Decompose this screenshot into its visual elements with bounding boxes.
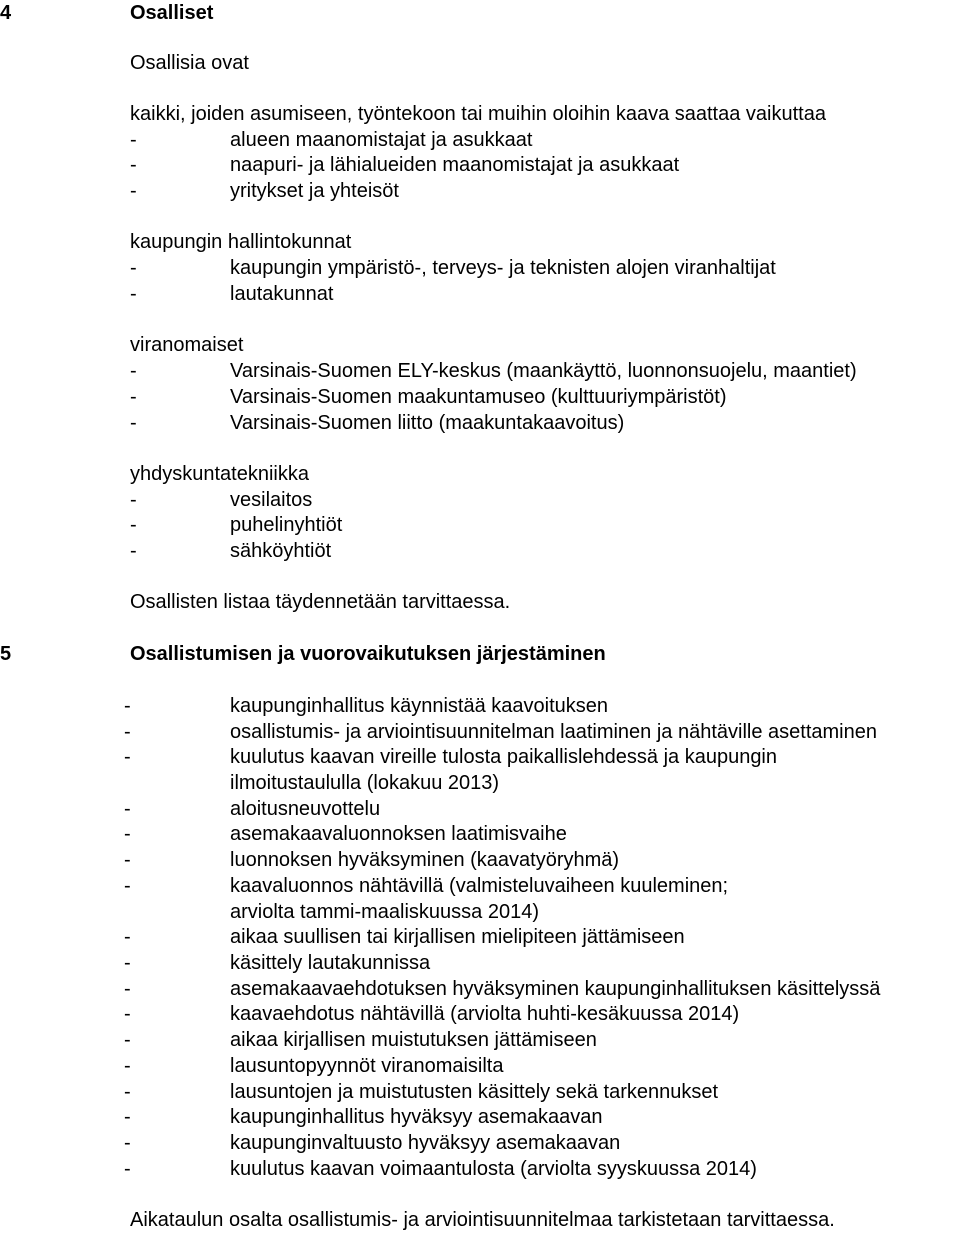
list-bullet: - bbox=[130, 386, 137, 408]
list-bullet: - bbox=[124, 721, 131, 743]
list-bullet: - bbox=[130, 257, 137, 279]
list-bullet: - bbox=[124, 1106, 131, 1128]
list-bullet: - bbox=[124, 695, 131, 717]
list-item: käsittely lautakunnissa bbox=[230, 952, 431, 974]
list-bullet: - bbox=[124, 1029, 131, 1051]
list-item: lausuntopyynnöt viranomaisilta bbox=[230, 1055, 504, 1077]
list-item-continuation: arviolta tammi-maaliskuussa 2014) bbox=[230, 901, 540, 923]
list-bullet: - bbox=[130, 489, 137, 511]
list-item: lausuntojen ja muistutusten käsittely sekä tarkennukset bbox=[230, 1081, 719, 1103]
list-item: naapuri- ja lähialueiden maanomistajat ja asukkaat bbox=[230, 154, 680, 176]
list-bullet: - bbox=[130, 412, 137, 434]
list-bullet: - bbox=[124, 746, 131, 768]
list-item: kuulutus kaavan voimaantulosta (arviolta syyskuussa 2014) bbox=[230, 1158, 757, 1180]
list-bullet: - bbox=[124, 1158, 131, 1180]
list-item: luonnoksen hyväksyminen (kaavatyöryhmä) bbox=[230, 849, 620, 871]
list-item: kaupunginhallitus käynnistää kaavoituksen bbox=[230, 695, 609, 717]
list-item: asemakaavaluonnoksen laatimisvaihe bbox=[230, 823, 567, 845]
list-bullet: - bbox=[130, 360, 137, 382]
list-item: vesilaitos bbox=[230, 489, 313, 511]
list-item: alueen maanomistajat ja asukkaat bbox=[230, 129, 533, 151]
list-bullet: - bbox=[124, 1081, 131, 1103]
section-4-intro: Osallisia ovat bbox=[130, 52, 249, 74]
list-bullet: - bbox=[124, 1055, 131, 1077]
list-item: kuulutus kaavan vireille tulosta paikallislehdessä ja kaupungin bbox=[230, 746, 778, 768]
list-bullet: - bbox=[124, 798, 131, 820]
list-bullet: - bbox=[124, 952, 131, 974]
section-4-number: 4 bbox=[0, 2, 12, 24]
list-item: kaupunginhallitus hyväksyy asemakaavan bbox=[230, 1106, 603, 1128]
group-heading-infrastructure: yhdyskuntatekniikka bbox=[130, 463, 309, 485]
list-bullet: - bbox=[124, 978, 131, 1000]
list-item: kaupungin ympäristö-, terveys- ja teknisten alojen viranhaltijat bbox=[230, 257, 776, 279]
list-bullet: - bbox=[130, 514, 137, 536]
list-bullet: - bbox=[124, 1132, 131, 1154]
group-heading-affected: kaikki, joiden asumiseen, työntekoon tai muihin oloihin kaava saattaa vaikuttaa bbox=[130, 103, 826, 125]
section-4-title: Osalliset bbox=[130, 2, 214, 24]
list-bullet: - bbox=[124, 849, 131, 871]
section-5-title: Osallistumisen ja vuorovaikutuksen järjestäminen bbox=[130, 643, 606, 665]
list-item: Varsinais-Suomen liitto (maakuntakaavoitus) bbox=[230, 412, 625, 434]
list-item: sähköyhtiöt bbox=[230, 540, 332, 562]
group-heading-authorities: viranomaiset bbox=[130, 334, 244, 356]
list-item-continuation: ilmoitustaululla (lokakuu 2013) bbox=[230, 772, 500, 794]
list-item: aloitusneuvottelu bbox=[230, 798, 381, 820]
list-item: puhelinyhtiöt bbox=[230, 514, 343, 536]
list-item: asemakaavaehdotuksen hyväksyminen kaupunginhallituksen käsittelyssä bbox=[230, 978, 881, 1000]
list-bullet: - bbox=[124, 823, 131, 845]
section-5-note: Aikataulun osalta osallistumis- ja arviointisuunnitelmaa tarkistetaan tarvittaessa. bbox=[130, 1209, 835, 1231]
list-item: kaupunginvaltuusto hyväksyy asemakaavan bbox=[230, 1132, 621, 1154]
list-item: osallistumis- ja arviointisuunnitelman laatiminen ja nähtäville asettaminen bbox=[230, 721, 877, 743]
section-5-number: 5 bbox=[0, 643, 12, 665]
list-item: aikaa suullisen tai kirjallisen mielipiteen jättämiseen bbox=[230, 926, 685, 948]
list-bullet: - bbox=[130, 129, 137, 151]
group-heading-city-departments: kaupungin hallintokunnat bbox=[130, 231, 352, 253]
list-item: yritykset ja yhteisöt bbox=[230, 180, 399, 202]
list-item: aikaa kirjallisen muistutuksen jättämiseen bbox=[230, 1029, 597, 1051]
list-item: Varsinais-Suomen maakuntamuseo (kulttuuriympäristöt) bbox=[230, 386, 727, 408]
list-bullet: - bbox=[130, 154, 137, 176]
list-bullet: - bbox=[124, 926, 131, 948]
section-4-note: Osallisten listaa täydennetään tarvittaessa. bbox=[130, 591, 511, 613]
list-item: kaavaehdotus nähtävillä (arviolta huhti-kesäkuussa 2014) bbox=[230, 1003, 740, 1025]
list-item: kaavaluonnos nähtävillä (valmisteluvaiheen kuuleminen; bbox=[230, 875, 729, 897]
list-bullet: - bbox=[130, 283, 137, 305]
list-bullet: - bbox=[124, 875, 131, 897]
list-item: lautakunnat bbox=[230, 283, 334, 305]
list-bullet: - bbox=[130, 540, 137, 562]
list-item: Varsinais-Suomen ELY-keskus (maankäyttö, luonnonsuojelu, maantiet) bbox=[230, 360, 857, 382]
list-bullet: - bbox=[130, 180, 137, 202]
list-bullet: - bbox=[124, 1003, 131, 1025]
